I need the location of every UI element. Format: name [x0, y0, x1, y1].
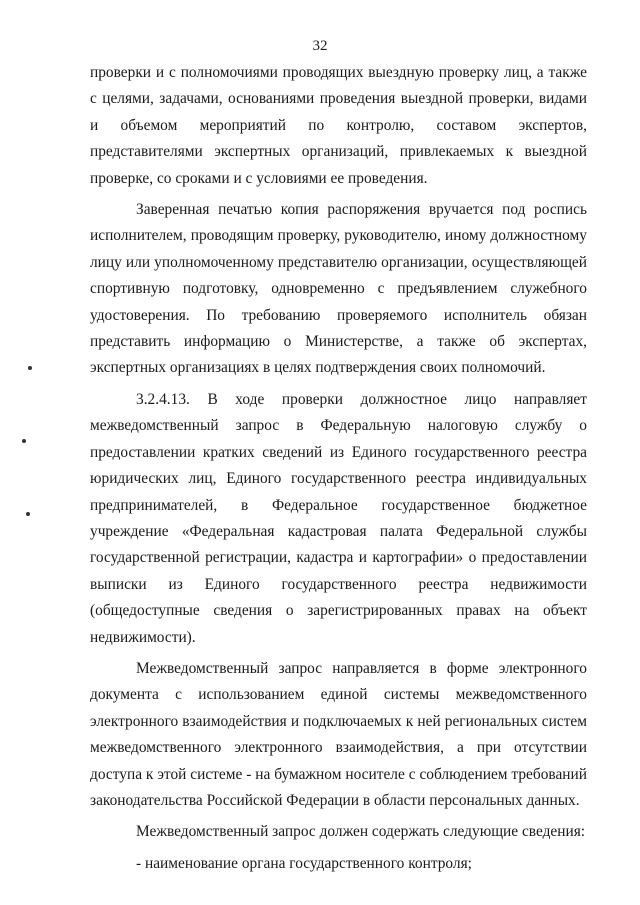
page-number: 32: [312, 38, 328, 54]
scan-mark: [26, 512, 30, 516]
paragraph-3-2-4-13: 3.2.4.13. В ходе проверки должностное лицо направляет межведомственный запрос в Федеральную налоговую службу о предоставлении кратких сведений из Единого государственного реестра юридических лиц, Единого государственного реестра индивидуальных предпринимателей, в Федеральное государственное бюджетное учреждение «Федеральная кадастровая палата Федеральной службы государственной регистрации, кадастра и картографии» о предоставлении выписки из Единого государственного реестра недвижимости (общедоступные сведения о зарегистрированных правах на объект недвижимости).: [90, 390, 587, 646]
list-item-control-body-name: - наименование органа государственного контроля;: [136, 854, 472, 872]
paragraph-interagency-request-form: Межведомственный запрос направляется в форме электронного документа с использованием единой системы межведомственного электронного взаимодействия и подключаемых к ней региональных систем межведомственного электронного взаимодействия, а при отсутствии доступа к этой системе - на бумажном носителе с соблюдением требований законодательства Российской Федерации в области персональных данных.: [90, 659, 587, 809]
document-body: [90, 60, 587, 882]
paragraph-request-content: Межведомственный запрос должен содержать следующие сведения:: [136, 823, 586, 841]
paragraph-order-copy: Заверенная печатью копия распоряжения вручается под роспись исполнителем, проводящим проверку, руководителю, иному должностному лицу или уполномоченному представителю организации, осуществляющей спортивную подготовку, одновременно с предъявлением служебного удостоверения. По требованию проверяемого исполнитель обязан представить информацию о Министерстве, а также об экспертах, экспертных организациях в целях подтверждения своих полномочий.: [90, 201, 587, 377]
scan-mark: [28, 366, 32, 370]
scan-mark: [22, 439, 26, 443]
paragraph-continuation: проверки и с полномочиями проводящих выездную проверку лиц, а также с целями, задачами, основаниями проведения выездной проверки, видами и объемом мероприятий по контролю, составом экспертов, представителями экспертных организаций, привлекаемых к выездной проверке, со сроками и с условиями ее проведения.: [90, 64, 587, 187]
